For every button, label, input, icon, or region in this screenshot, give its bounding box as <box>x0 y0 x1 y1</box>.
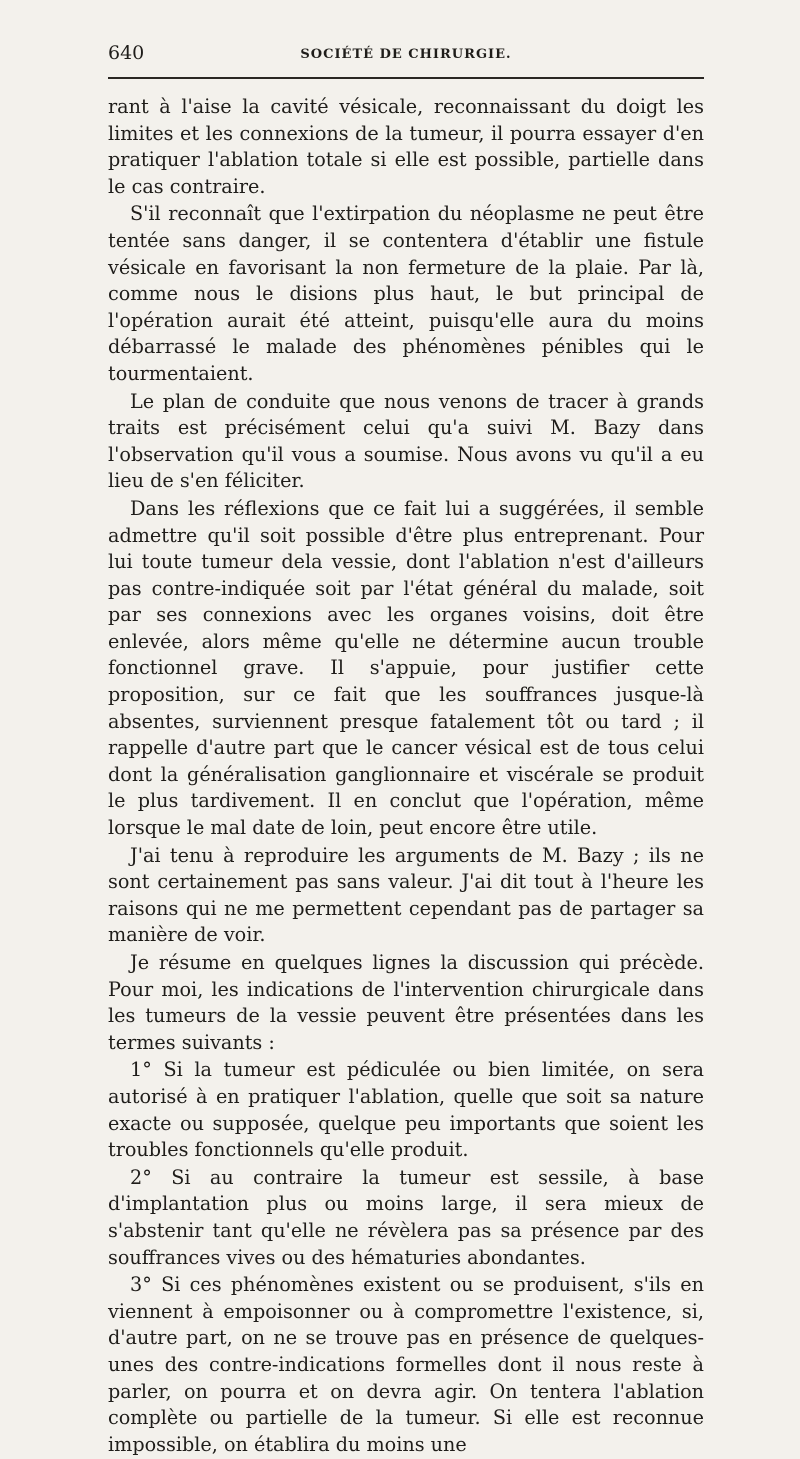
running-head: SOCIÉTÉ DE CHIRURGIE. <box>300 47 512 62</box>
paragraph: Dans les réflexions que ce fait lui a suggérées, il semble admettre qu'il soit possible d'être plus entreprenant. Pour lui toute tumeur dela vessie, dont l'ablation n'est d'ailleurs pas contre-indiquée soit par l'état général du malade, soit par ses connexions avec les organes voisins, doit être enlevée, alors même qu'elle ne détermine aucun trouble fonctionnel grave. Il s'appuie, pour justifier cette proposition, sur ce fait que les souffrances jusque-là absentes, surviennent presque fatalement tôt ou tard ; il rappelle d'autre part que le cancer vésical est de tous celui dont la généralisation ganglionnaire et viscérale se produit le plus tardivement. Il en conclut que l'opération, même lorsque le mal date de loin, peut encore être utile. <box>108 496 704 840</box>
numbered-point-2: 2° Si au contraire la tumeur est sessile, à base d'implantation plus ou moins large, il sera mieux de s'abstenir tant qu'elle ne révèlera pas sa présence par des souffrances vives ou des hématuries abondantes. <box>108 1165 704 1269</box>
paragraph: Je résume en quelques lignes la discussion qui précède. Pour moi, les indications de l'intervention chirurgicale dans les tumeurs de la vessie peuvent être présentées dans les termes suivants : <box>108 951 704 1054</box>
body-text <box>108 94 704 1459</box>
paragraph: Le plan de conduite que nous venons de tracer à grands traits est précisément celui qu'a suivi M. Bazy dans l'observation qu'il vous a soumise. Nous avons vu qu'il a eu lieu de s'en féliciter. <box>108 389 704 493</box>
paragraph: S'il reconnaît que l'extirpation du néoplasme ne peut être tentée sans danger, il se contentera d'établir une fistule vésicale en favorisant la non fermeture de la plaie. Par là, comme nous le disions plus haut, le but principal de l'opération aurait été atteint, puisqu'elle aura du moins débarrassé le malade des phénomènes pénibles qui le tourmentaient. <box>108 202 704 385</box>
header-rule <box>108 77 704 79</box>
page-header <box>108 40 704 70</box>
numbered-point-1: 1° Si la tumeur est pédiculée ou bien limitée, on sera autorisé à en pratiquer l'ablation, quelle que soit sa nature exacte ou supposée, quelque peu importants que soient les troubles fonctionnels qu'elle produit. <box>108 1058 704 1162</box>
paragraph: J'ai tenu à reproduire les arguments de M. Bazy ; ils ne sont certainement pas sans valeur. J'ai dit tout à l'heure les raisons qui ne me permettent cependant pas de partager sa manière de voir. <box>108 843 704 947</box>
page-number: 640 <box>108 42 145 64</box>
numbered-point-3: 3° Si ces phénomènes existent ou se produisent, s'ils en viennent à empoisonner ou à compromettre l'existence, si, d'autre part, on ne se trouve pas en présence de quelques-unes des contre-indications formelles dont il nous reste à parler, on pourra et on devra agir. On tentera l'ablation complète ou partielle de la tumeur. Si elle est reconnue impossible, on établira du moins une <box>108 1273 704 1456</box>
paragraph-continued: rant à l'aise la cavité vésicale, reconnaissant du doigt les limites et les connexions de la tumeur, il pourra essayer d'en pratiquer l'ablation totale si elle est possible, partielle dans le cas contraire. <box>108 95 704 198</box>
